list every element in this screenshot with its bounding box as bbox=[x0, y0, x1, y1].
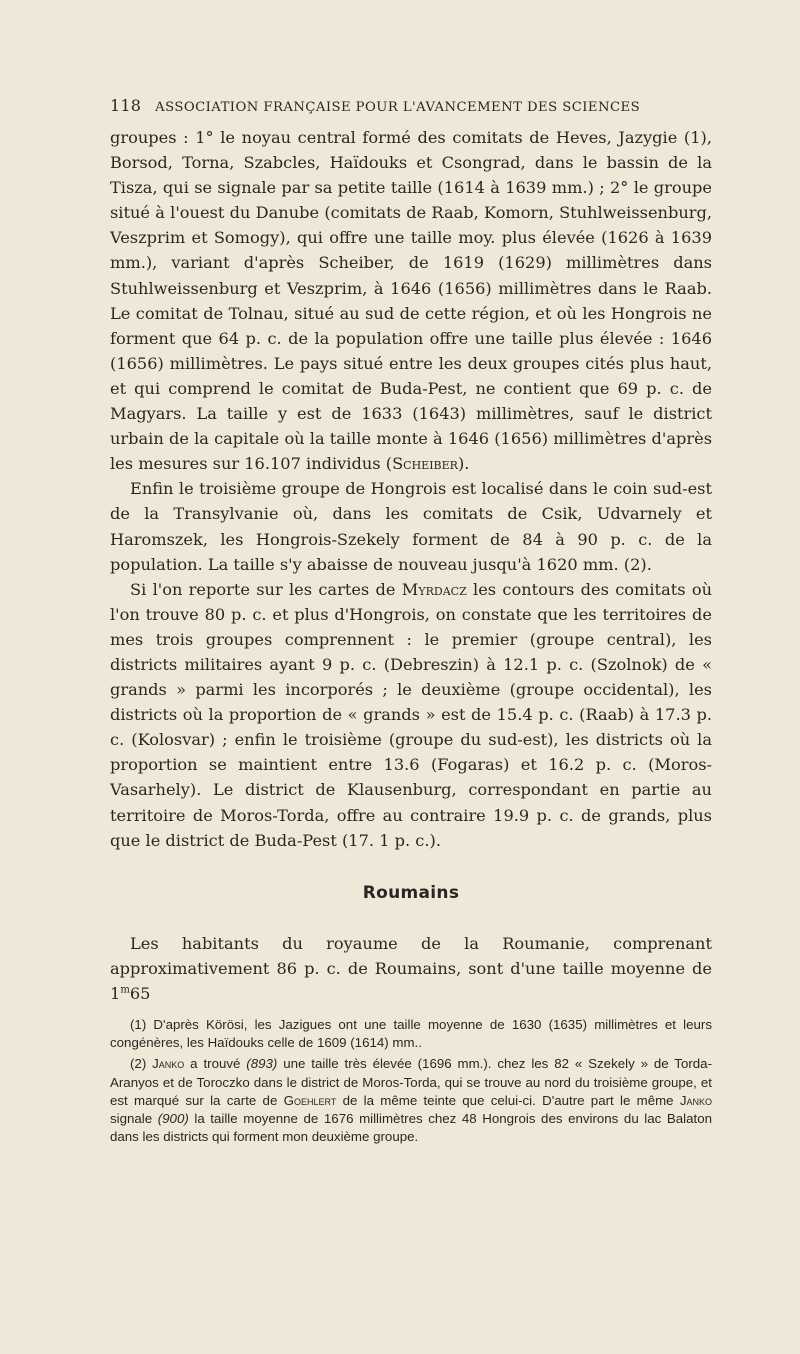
footnote-text: signale bbox=[110, 1111, 158, 1127]
paragraph-text: groupes : 1° le noyau central formé des comitats de Heves, Jazygie (1), Borsod, Torna, Szabcles, Haïdouks et Csongrad, dans le bassin de la Tisza, qui se signale par sa petite taille (1614 à 1639 mm.) ; 2° le groupe situé à l'ouest du Danube (comitats de Raab, Komorn, Stuhlweissenburg, Veszprim et Somogy), qui offre une taille moy. plus élevée (1626 à 1639 mm.), variant d'après Scheiber, de 1619 (1629) millimètres dans Stuhlweissenburg et Veszprim, à 1646 (1656) millimètres dans le Raab. Le comitat de Tolnau, situé au sud de cette région, et où les Hongrois ne forment que 64 p. c. de la population offre une taille plus élevée : 1646 (1656) millimètres. Le pays situé entre les deux groupes cités plus haut, et qui comprend le comitat de Buda-Pest, ne contient que 69 p. c. de Magyars. La taille y est de 1633 (1643) millimètres, sauf le district urbain de la capitale où la taille monte à 1646 (1656) millimètres d'après les mesures sur 16.107 individus ( bbox=[110, 128, 712, 474]
author-name: Scheiber bbox=[392, 454, 458, 474]
footnote-text: (2) bbox=[130, 1056, 153, 1072]
footnote-2 bbox=[110, 1055, 712, 1146]
paragraph-enfin: Enfin le troisième groupe de Hongrois est localisé dans le coin sud-est de la Transylvanie où, dans les comitats de Csik, Udvarnely et Haromszek, les Hongrois-Szekely forment de 84 à 90 p. c. de la population. La taille s'y abaisse de nouveau jusqu'à 1620 mm. (2). bbox=[110, 479, 712, 574]
superscript-unit: m bbox=[120, 984, 130, 996]
author-name: Janko bbox=[152, 1056, 185, 1072]
main-text bbox=[110, 125, 712, 853]
section-text bbox=[110, 931, 712, 1006]
running-title: ASSOCIATION FRANÇAISE POUR L'AVANCEMENT DES SCIENCES bbox=[155, 100, 641, 115]
reference-number: (900) bbox=[157, 1111, 189, 1127]
footnote-1: (1) D'après Körösi, les Jazigues ont une taille moyenne de 1630 (1635) millimètres et leurs congénères, les Haïdouks celle de 1609 (1614) mm.. bbox=[110, 1017, 712, 1051]
footnote-text: la taille moyenne de 1676 millimètres chez 48 Hongrois des environs du lac Balaton dans les districts qui forment mon deuxième groupe. bbox=[110, 1111, 712, 1145]
paragraph-groupes bbox=[110, 125, 712, 476]
footnote-text: une taille très élevée (1696 mm.). chez les 82 « Szekely » de Torda-Aranyos et de Toroczko dans le district de Moros-Torda, qui se trouve au nord du troisième groupe, et est marqué sur la carte de bbox=[110, 1056, 712, 1108]
footnote-text: de la même teinte que celui-ci. D'autre part le même bbox=[336, 1092, 680, 1108]
paragraph-roumains bbox=[110, 931, 712, 1006]
section-heading: Roumains bbox=[362, 882, 460, 903]
page-number: 118 bbox=[110, 96, 142, 115]
paragraph-text: Les habitants du royaume de la Roumanie, comprenant approximativement 86 p. c. de Roumains, sont d'une taille moyenne de 1 bbox=[110, 933, 712, 1003]
paragraph-text-end: 65 bbox=[129, 983, 151, 1003]
paragraph-cartes bbox=[110, 577, 712, 853]
reference-number: (893) bbox=[246, 1056, 278, 1072]
paragraph-text: Si l'on reporte sur les cartes de bbox=[130, 579, 402, 599]
running-header bbox=[110, 96, 712, 115]
author-name: Goehlert bbox=[283, 1092, 337, 1108]
document-page bbox=[110, 96, 712, 1146]
paragraph-text-end: ). bbox=[457, 454, 470, 474]
author-name: Janko bbox=[679, 1092, 712, 1108]
footnote-text: a trouvé bbox=[184, 1056, 247, 1072]
author-name: Myrdacz bbox=[401, 579, 467, 599]
footnotes bbox=[110, 1016, 712, 1146]
paragraph-text-rest: les contours des comitats où l'on trouve 80 p. c. et plus d'Hongrois, on constate que les territoires de mes trois groupes comprennent : le premier (groupe central), les districts militaires ayant 9 p. c. (Debreszin) à 12.1 p. c. (Szolnok) de « grands » parmi les incorporés ; le deuxième (groupe occidental), les districts où la proportion de « grands » est de 15.4 p. c. (Raab) à 17.3 p. c. (Kolosvar) ; enfin le troisième (groupe du sud-est), les districts où la proportion se maintient entre 13.6 (Fogaras) et 16.2 p. c. (Moros-Vasarhely). Le district de Klausenburg, correspondant en partie au territoire de Moros-Torda, offre au contraire 19.9 p. c. de grands, plus que le district de Buda-Pest (17. 1 p. c.). bbox=[110, 579, 713, 850]
